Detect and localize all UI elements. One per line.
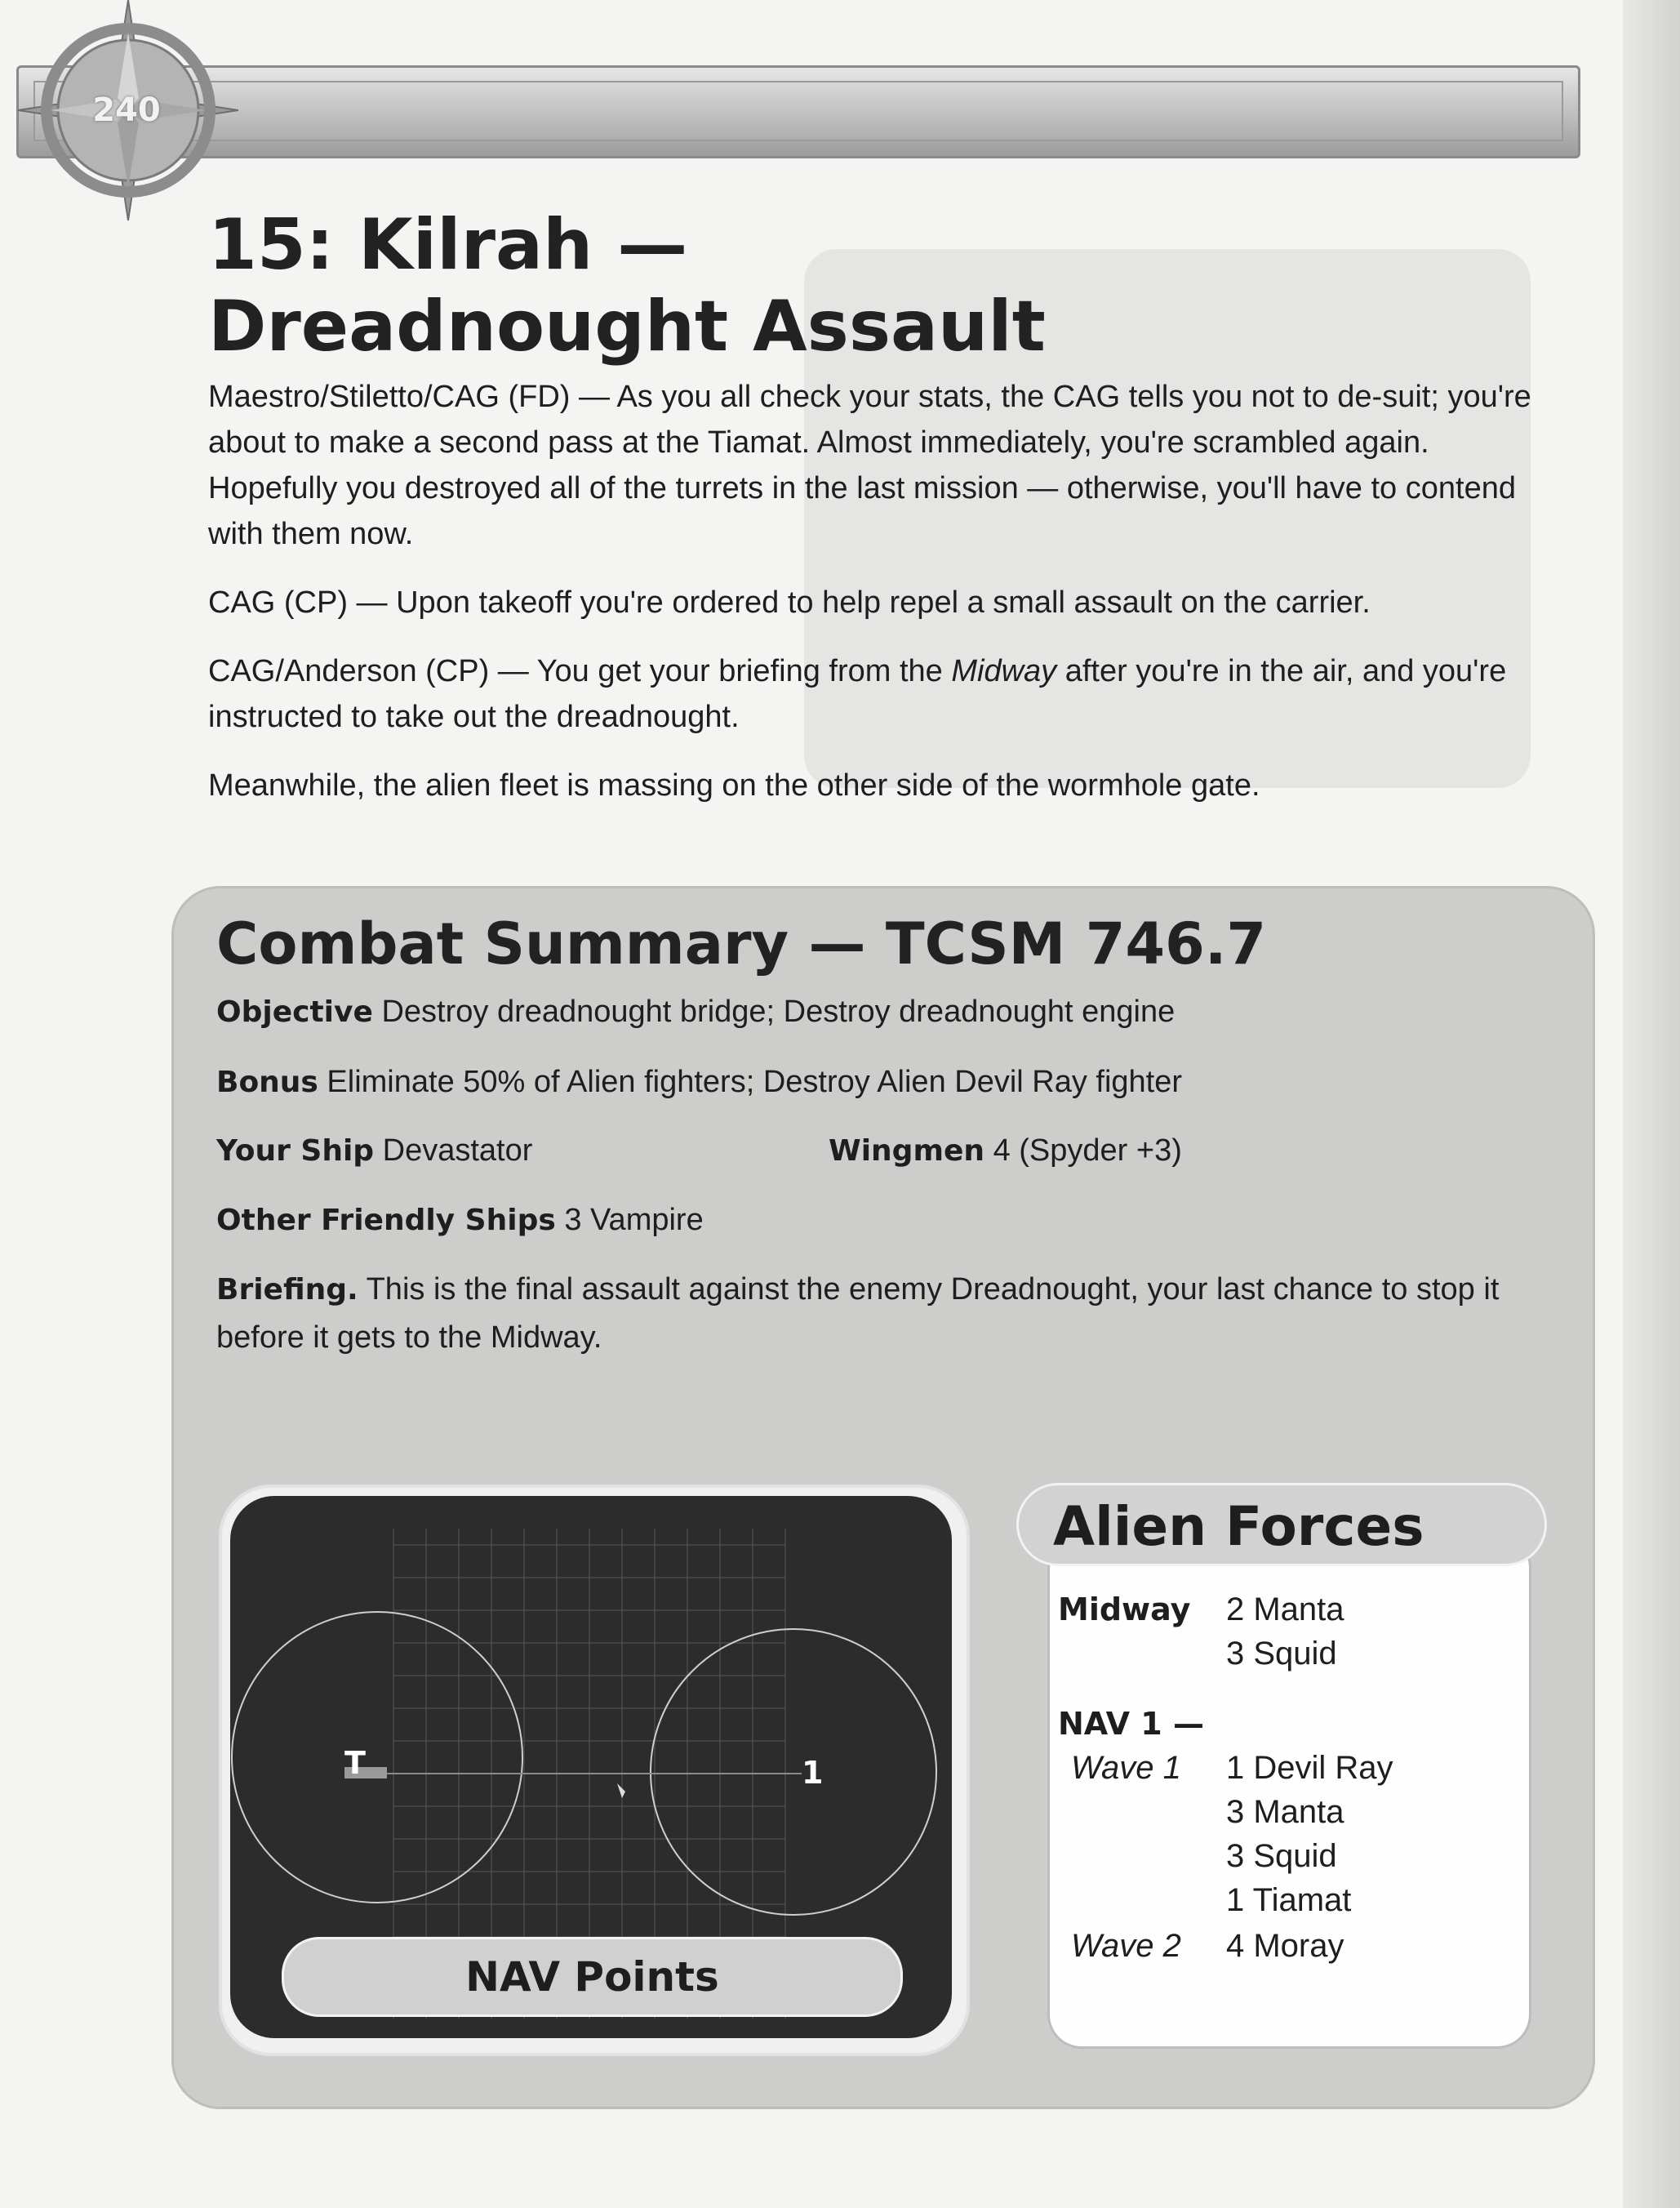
- intro-text: [208, 374, 1547, 831]
- intro-paragraph-4: Meanwhile, the alien fleet is massing on the other side of the wormhole gate.: [208, 768, 1260, 803]
- briefing-row: [216, 1266, 1555, 1361]
- objective-label: Objective: [216, 995, 373, 1029]
- nav-marker-t: T: [344, 1745, 366, 1781]
- wingmen-value: 4 (Spyder +3): [993, 1133, 1182, 1168]
- your-ship-value: Devastator: [382, 1133, 533, 1168]
- nav-marker-1: 1: [802, 1755, 824, 1791]
- objective-value: Destroy dreadnought bridge; Destroy dreadnought engine: [381, 995, 1176, 1029]
- nav-zone-t: [232, 1612, 522, 1903]
- nav-points-label: NAV Points: [282, 1937, 903, 2017]
- your-ship-label: Your Ship: [216, 1134, 375, 1168]
- intro-paragraph-2: CAG (CP) — Upon takeoff you're ordered to help repel a small assault on the carrier.: [208, 585, 1371, 620]
- other-friendly-value: 3 Vampire: [564, 1203, 704, 1237]
- header-bar: [16, 65, 1580, 158]
- alien-wave1-label: Wave 1: [1071, 1750, 1181, 1786]
- other-friendly-label: Other Friendly Ships: [216, 1204, 556, 1237]
- bonus-row: [216, 1058, 1539, 1106]
- alien-wave1-entry-3: 3 Squid: [1226, 1838, 1337, 1874]
- alien-midway-entry-1: 2 Manta: [1226, 1591, 1344, 1627]
- wingmen-row: [829, 1127, 1400, 1175]
- intro-p3-end: after you're in the air, and you're instructed to take out the dreadnought.: [208, 654, 1507, 734]
- alien-wave1-entry-1: 1 Devil Ray: [1226, 1750, 1393, 1786]
- your-ship-row: [216, 1127, 788, 1175]
- alien-wave1-entry-4: 1 Tiamat: [1226, 1882, 1352, 1918]
- header-bar-inner: [33, 81, 1563, 141]
- combat-summary-title: Combat Summary — TCSM 746.7: [216, 910, 1267, 977]
- alien-wave1-entry-2: 3 Manta: [1226, 1794, 1344, 1830]
- page-edge-shade: [1623, 0, 1680, 2208]
- ship-cursor-icon: [617, 1783, 625, 1798]
- alien-nav1-label: NAV 1 —: [1058, 1706, 1204, 1742]
- bonus-value: Eliminate 50% of Alien fighters; Destroy Alien Devil Ray fighter: [327, 1065, 1183, 1099]
- alien-midway-entry-2: 3 Squid: [1226, 1636, 1337, 1672]
- alien-wave2-label: Wave 2: [1071, 1928, 1181, 1964]
- chapter-title: [208, 204, 1555, 367]
- page-number: 240: [92, 91, 161, 129]
- intro-p3-midway: Midway: [951, 654, 1057, 688]
- intro-paragraph-1: Maestro/Stiletto/CAG (FD) — As you all check your stats, the CAG tells you not to de-suit; you're about to make a second pass at the Tiamat. Almost immediately, you're scrambled again. Hopefully you destroyed all of the turrets in the last mission — otherwise, you'll have to contend with them now.: [208, 380, 1531, 551]
- objective-row: [216, 988, 1539, 1036]
- bonus-label: Bonus: [216, 1066, 318, 1099]
- alien-wave2-entry-1: 4 Moray: [1226, 1928, 1344, 1964]
- briefing-label: Briefing.: [216, 1273, 358, 1307]
- chapter-title-line1: 15: Kilrah —: [208, 204, 688, 286]
- other-friendly-row: [216, 1196, 1196, 1244]
- alien-forces-title: Alien Forces: [1016, 1483, 1547, 1566]
- intro-paragraph-3: [208, 648, 1547, 740]
- briefing-value: This is the final assault against the enemy Dreadnought, your last chance to stop it before it gets to the Midway.: [216, 1272, 1500, 1355]
- chapter-title-line2: Dreadnought Assault: [208, 286, 1046, 367]
- intro-p3-start: CAG/Anderson (CP) — You get your briefing from the: [208, 654, 952, 688]
- wingmen-label: Wingmen: [829, 1134, 985, 1168]
- alien-midway-label: Midway: [1058, 1591, 1191, 1627]
